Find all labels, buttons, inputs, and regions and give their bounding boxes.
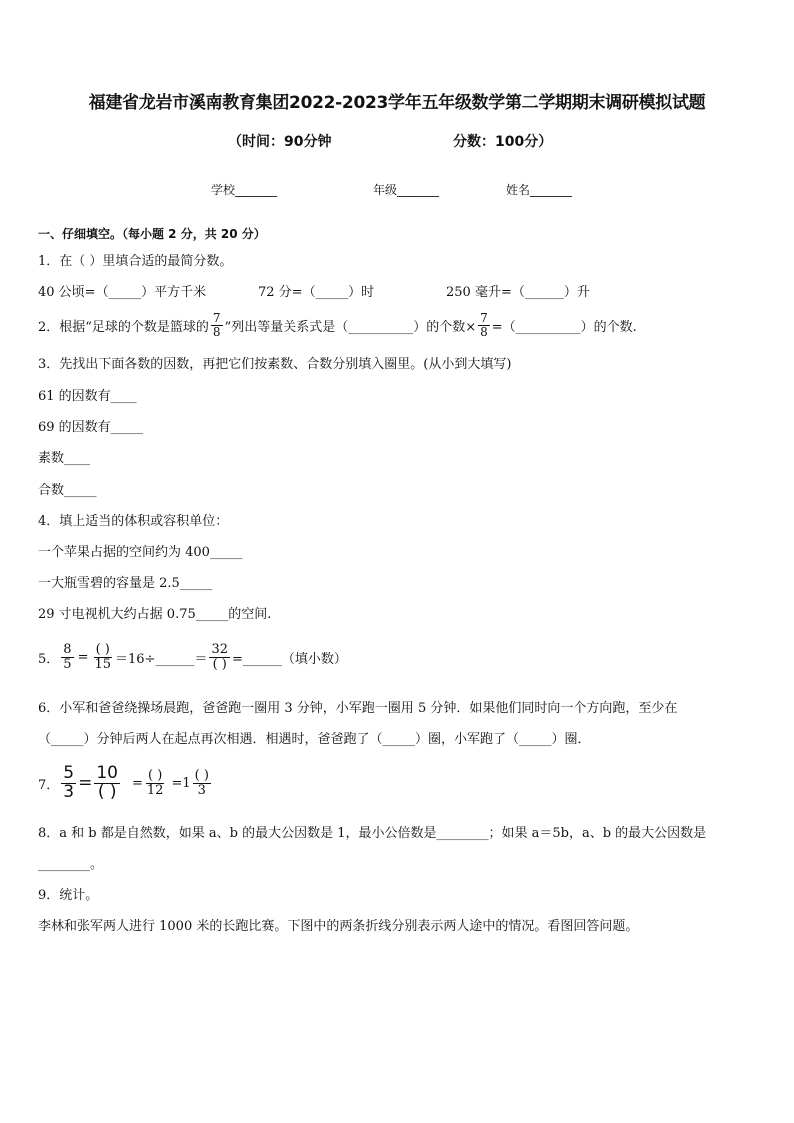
fraction-denominator: 5 <box>63 656 72 672</box>
fraction-numerator: 10 <box>96 762 118 783</box>
fraction-denominator: ( ) <box>212 656 227 672</box>
equals-sign: = <box>132 775 143 791</box>
question-8-line-2: ________。 <box>38 857 104 872</box>
question-1-part-c: 250 毫升=（______）升 <box>446 285 590 300</box>
fraction-numerator: ( ) <box>194 767 209 783</box>
question-6-line-2: （_____）分钟后两人在起点再次相遇．相遇时，爸爸跑了（_____）圈，小军跑了（_____）圈． <box>38 732 591 747</box>
exam-score: 分数：100分） <box>453 134 553 150</box>
equals-sign: = <box>78 773 93 793</box>
fraction-seven-eighths-2 <box>478 312 490 338</box>
fraction-numerator: ( ) <box>148 767 163 783</box>
question-8-line-1: 8．a 和 b 都是自然数，如果 a、b 的最大公因数是 1，最小公倍数是________；如果 a＝5b，a、b 的最大公因数是 <box>38 826 707 841</box>
equals-sign: = <box>171 775 183 791</box>
fraction-numerator: 32 <box>211 641 228 657</box>
question-2-post: =（__________）的个数. <box>491 319 637 335</box>
fraction-numerator: 7 <box>212 310 221 325</box>
question-5-mid: ＝16÷______＝ <box>115 651 208 667</box>
fraction-numerator: 8 <box>63 641 72 657</box>
question-4-line-1: 一个苹果占据的空间约为 400_____ <box>38 545 243 560</box>
equals-sign: = <box>77 649 89 665</box>
exam-time: （时间：90分钟 <box>228 134 332 150</box>
fraction-numerator: 5 <box>63 762 75 783</box>
question-7 <box>38 760 213 806</box>
question-3-line-1: 61 的因数有____ <box>38 389 137 404</box>
question-3-line-4: 合数_____ <box>38 483 97 498</box>
fraction-8-5 <box>61 643 73 671</box>
fraction-blank-12 <box>145 769 166 797</box>
question-1-text: 1．在（ ）里填合适的最简分数。 <box>38 254 233 269</box>
page-title: 福建省龙岩市溪南教育集团2022-2023学年五年级数学第二学期期末调研模拟试题 <box>88 93 706 113</box>
question-7-label: 7． <box>38 777 60 793</box>
mixed-number-whole: 1 <box>182 775 191 791</box>
name-field: 姓名_______ <box>506 183 573 197</box>
fraction-blank-15 <box>92 643 113 671</box>
question-1-part-a: 40 公顷=（_____）平方千米 <box>38 285 207 300</box>
question-4-text: 4．填上适当的体积或容积单位： <box>38 514 229 529</box>
question-5 <box>38 635 347 679</box>
grade-field: 年级_______ <box>373 183 440 197</box>
question-1-part-b: 72 分=（_____）时 <box>258 285 375 300</box>
school-field: 学校_______ <box>211 183 278 197</box>
question-5-post: =______（填小数） <box>232 651 347 667</box>
question-4-line-3: 29 寸电视机大约占据 0.75_____的空间. <box>38 607 272 622</box>
fraction-denominator: 8 <box>480 324 488 339</box>
fraction-5-3 <box>61 762 76 802</box>
question-2-mid: ”列出等量关系式是（__________）的个数× <box>224 319 477 335</box>
fraction-denominator: 15 <box>94 656 112 672</box>
question-4-line-2: 一大瓶雪碧的容量是 2.5_____ <box>38 576 213 591</box>
fraction-32-blank <box>209 643 230 671</box>
fraction-10-blank <box>94 762 120 802</box>
fraction-denominator: 8 <box>212 324 221 339</box>
question-2 <box>38 305 637 345</box>
fraction-numerator: 7 <box>480 310 488 325</box>
question-9-description: 李林和张军两人进行 1000 米的长跑比赛。下图中的两条折线分别表示两人途中的情况。看图回答问题。 <box>38 919 639 934</box>
section-heading: 一、仔细填空。（每小题 2 分，共 20 分） <box>38 227 266 241</box>
fraction-denominator: 12 <box>146 782 164 798</box>
fraction-denominator: ( ) <box>97 781 117 802</box>
question-3-line-3: 素数____ <box>38 451 91 466</box>
question-3-line-2: 69 的因数有_____ <box>38 420 144 435</box>
question-3-text: 3．先找出下面各数的因数，再把它们按素数、合数分别填入圈里。(从小到大填写) <box>38 357 512 372</box>
fraction-denominator: 3 <box>63 781 75 802</box>
fraction-denominator: 3 <box>197 782 206 798</box>
fraction-blank-3 <box>193 769 211 797</box>
fraction-numerator: ( ) <box>95 641 110 657</box>
question-9-heading: 9．统计。 <box>38 888 99 903</box>
question-5-label: 5． <box>38 651 60 667</box>
question-6-line-1: 6．小军和爸爸绕操场晨跑，爸爸跑一圈用 3 分钟，小军跑一圈用 5 分钟．如果他们同时向一个方向跑，至少在 <box>38 701 678 716</box>
fraction-seven-eighths <box>211 312 223 338</box>
question-2-pre: 2．根据“足球的个数是篮球的 <box>38 319 209 335</box>
